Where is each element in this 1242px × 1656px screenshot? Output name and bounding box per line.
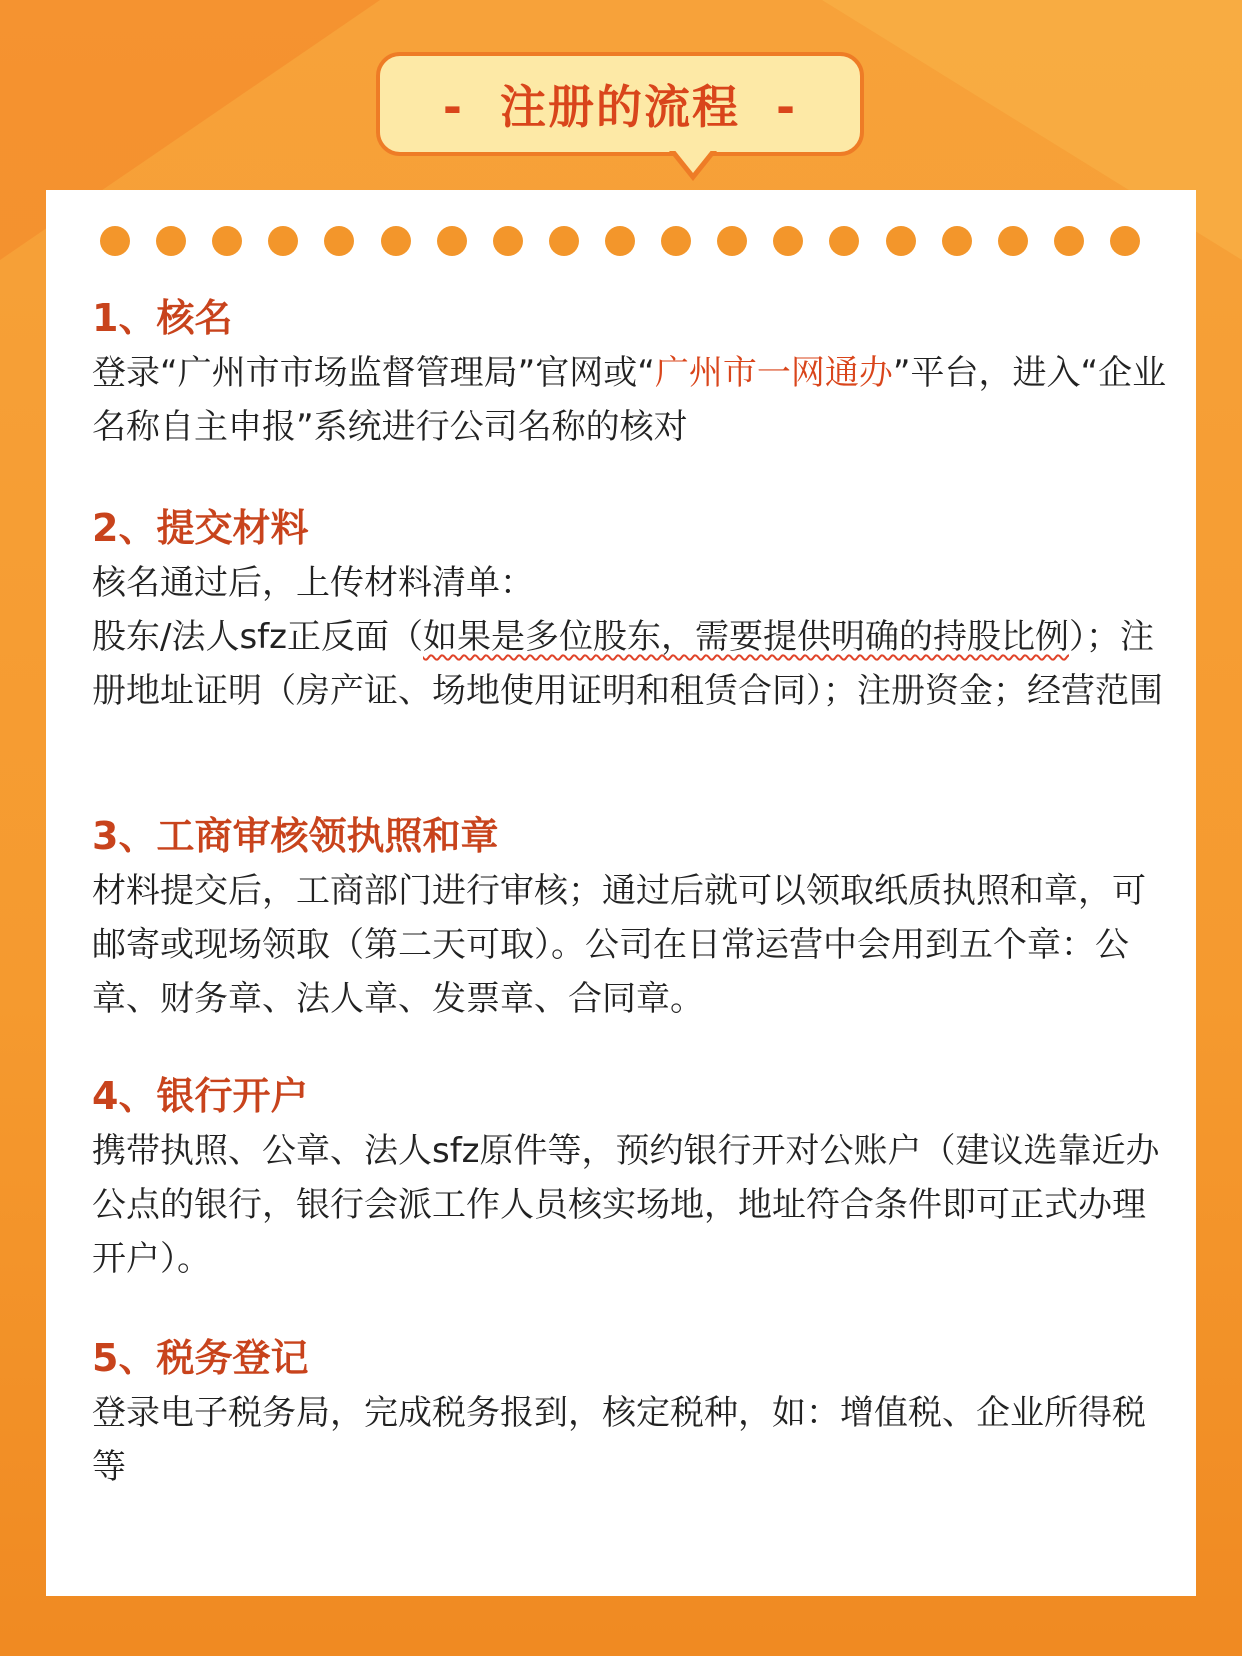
section-body [92, 346, 1172, 454]
decorative-dot-row [100, 224, 1140, 258]
dot-icon [942, 226, 972, 256]
dot-icon [773, 226, 803, 256]
section-body-intro: 核名通过后，上传材料清单： [92, 563, 534, 603]
dot-icon [998, 226, 1028, 256]
dot-icon [549, 226, 579, 256]
dot-icon [886, 226, 916, 256]
dot-icon [268, 226, 298, 256]
section-body: 材料提交后，工商部门进行审核；通过后就可以领取纸质执照和章，可邮寄或现场领取（第二天可取）。公司在日常运营中会用到五个章：公章、财务章、法人章、发票章、合同章。 [92, 871, 1146, 1019]
dot-icon [1110, 226, 1140, 256]
body-text: 股东/法人sfz正反面（ [92, 617, 423, 657]
dot-icon [717, 226, 747, 256]
section-heading: 2、提交材料 [92, 506, 309, 550]
dot-icon [493, 226, 523, 256]
dot-icon [437, 226, 467, 256]
title-banner [376, 52, 864, 156]
title-banner-pointer-fill [673, 148, 713, 173]
dot-icon [212, 226, 242, 256]
body-text: 登录“广州市市场监督管理局”官网或“ [92, 353, 655, 393]
page-title: - 注册的流程 - [442, 80, 798, 134]
section-body [92, 610, 1172, 718]
body-text: ”平台，进入“企业名称自主申报”系统进行公司名称的核对 [92, 353, 1167, 447]
section-tax-registration [92, 1330, 1172, 1494]
dot-icon [661, 226, 691, 256]
section-body: 登录电子税务局，完成税务报到，核定税种，如：增值税、企业所得税等 [92, 1393, 1146, 1487]
section-heading: 5、税务登记 [92, 1336, 309, 1380]
dot-icon [324, 226, 354, 256]
section-bank-account [92, 1068, 1172, 1286]
dot-icon [156, 226, 186, 256]
dot-icon [829, 226, 859, 256]
dot-icon [1054, 226, 1084, 256]
body-text: ）；注册地址证明（房产证、场地使用证明和租赁合同）；注册资金；经营范围 [92, 617, 1163, 711]
highlighted-platform-name: 广州市一网通办 [654, 353, 893, 393]
section-body: 携带执照、公章、法人sfz原件等，预约银行开对公账户（建议选靠近办公点的银行，银行会派工作人员核实场地，地址符合条件即可正式办理开户）。 [92, 1131, 1160, 1279]
section-heading: 3、工商审核领执照和章 [92, 814, 499, 858]
dot-icon [100, 226, 130, 256]
dot-icon [381, 226, 411, 256]
section-heading: 4、银行开户 [92, 1074, 309, 1118]
section-check-name [92, 290, 1172, 454]
section-review-license [92, 808, 1172, 1026]
wavy-underlined-note: 如果是多位股东，需要提供明确的持股比例 [423, 617, 1069, 657]
section-heading: 1、核名 [92, 296, 233, 340]
section-submit-materials [92, 500, 1172, 718]
dot-icon [605, 226, 635, 256]
